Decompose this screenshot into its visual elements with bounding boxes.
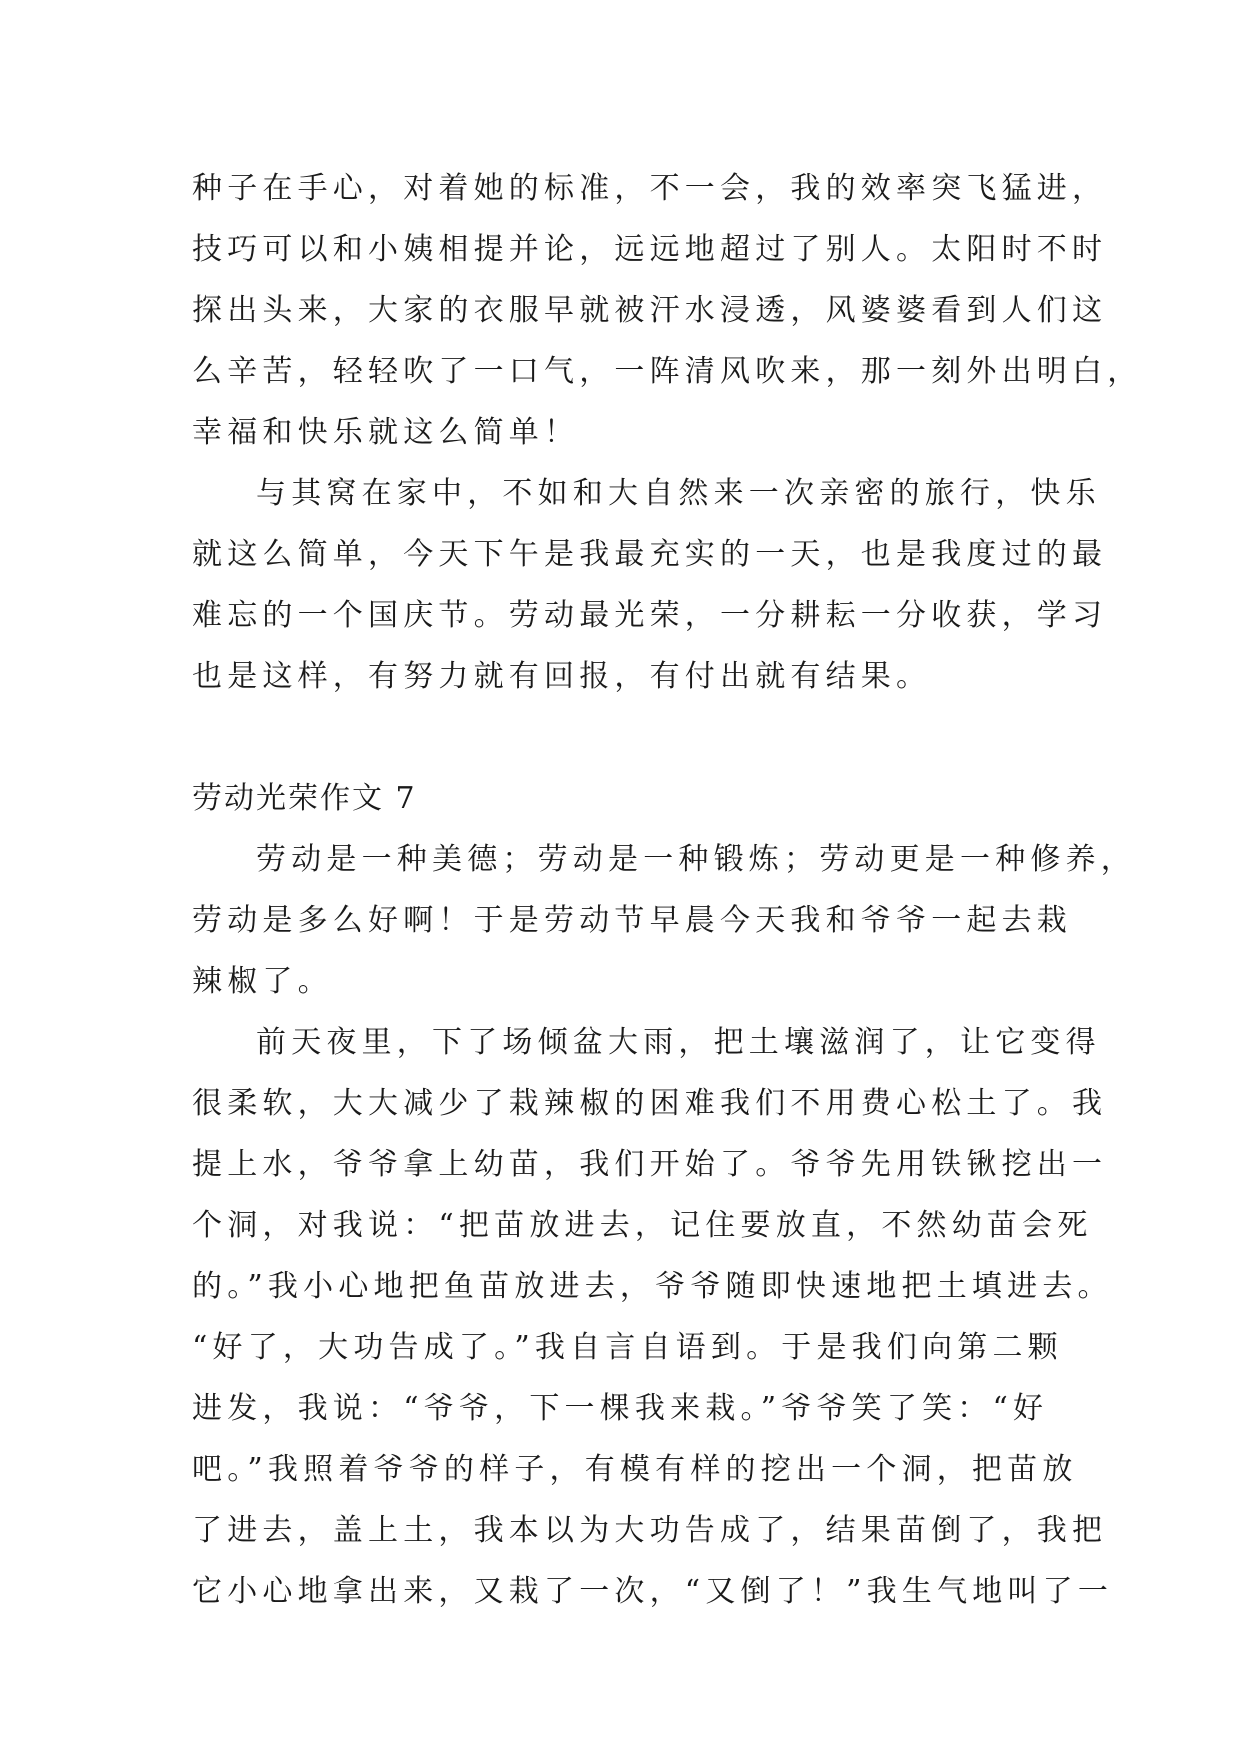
- text-line: 幸福和快乐就这么简单！: [192, 415, 580, 450]
- text-line: 它小心地拿出来，又栽了一次，“又倒了！”我生气地叫了一: [192, 1574, 1114, 1609]
- essay-heading: 劳动光荣作文 7: [192, 781, 417, 816]
- text-line: 也是这样，有努力就有回报，有付出就有结果。: [192, 659, 932, 694]
- section-spacer: [192, 707, 1092, 768]
- text-line: 技巧可以和小姨相提并论，远远地超过了别人。太阳时不时: [192, 232, 1108, 267]
- text-line: 吧。”我照着爷爷的样子，有模有样的挖出一个洞，把苗放: [192, 1452, 1078, 1487]
- text-line: 个洞，对我说：“把苗放进去，记住要放直，不然幼苗会死: [192, 1208, 1093, 1243]
- text-line: 进发，我说：“爷爷，下一棵我来栽。”爷爷笑了笑：“好: [192, 1391, 1049, 1426]
- text-line: 劳动是一种美德；劳动是一种锻炼；劳动更是一种修养，: [256, 842, 1136, 877]
- paragraph-intro: [192, 829, 1136, 1012]
- text-line: 劳动是多么好啊！于是劳动节早晨今天我和爷爷一起去栽: [192, 903, 1072, 938]
- text-line: 辣椒了。: [192, 964, 333, 999]
- paragraph-story: [192, 1012, 1114, 1622]
- text-line: 很柔软，大大减少了栽辣椒的困难我们不用费心松土了。我: [192, 1086, 1108, 1121]
- text-line: 么辛苦，轻轻吹了一口气，一阵清风吹来，那一刻外出明白，: [192, 354, 1143, 389]
- paragraph-conclusion: [192, 463, 1108, 707]
- text-line: 探出头来，大家的衣服早就被汗水浸透，风婆婆看到人们这: [192, 293, 1108, 328]
- text-line: 前天夜里，下了场倾盆大雨，把土壤滋润了，让它变得: [256, 1025, 1101, 1060]
- text-line: 就这么简单，今天下午是我最充实的一天，也是我度过的最: [192, 537, 1108, 572]
- text-line: 种子在手心，对着她的标准，不一会，我的效率突飞猛进，: [192, 171, 1108, 206]
- text-line: 了进去，盖上土，我本以为大功告成了，结果苗倒了，我把: [192, 1513, 1108, 1548]
- text-line: 提上水，爷爷拿上幼苗，我们开始了。爷爷先用铁锹挖出一: [192, 1147, 1108, 1182]
- document-body: [192, 158, 1143, 1622]
- text-line: 与其窝在家中，不如和大自然来一次亲密的旅行，快乐: [256, 476, 1101, 511]
- paragraph-continuation: [192, 158, 1143, 463]
- text-line: 难忘的一个国庆节。劳动最光荣，一分耕耘一分收获，学习: [192, 598, 1108, 633]
- text-line: 的。”我小心地把鱼苗放进去，爷爷随即快速地把土填进去。: [192, 1269, 1113, 1304]
- text-line: “好了，大功告成了。”我自言自语到。于是我们向第二颗: [192, 1330, 1063, 1365]
